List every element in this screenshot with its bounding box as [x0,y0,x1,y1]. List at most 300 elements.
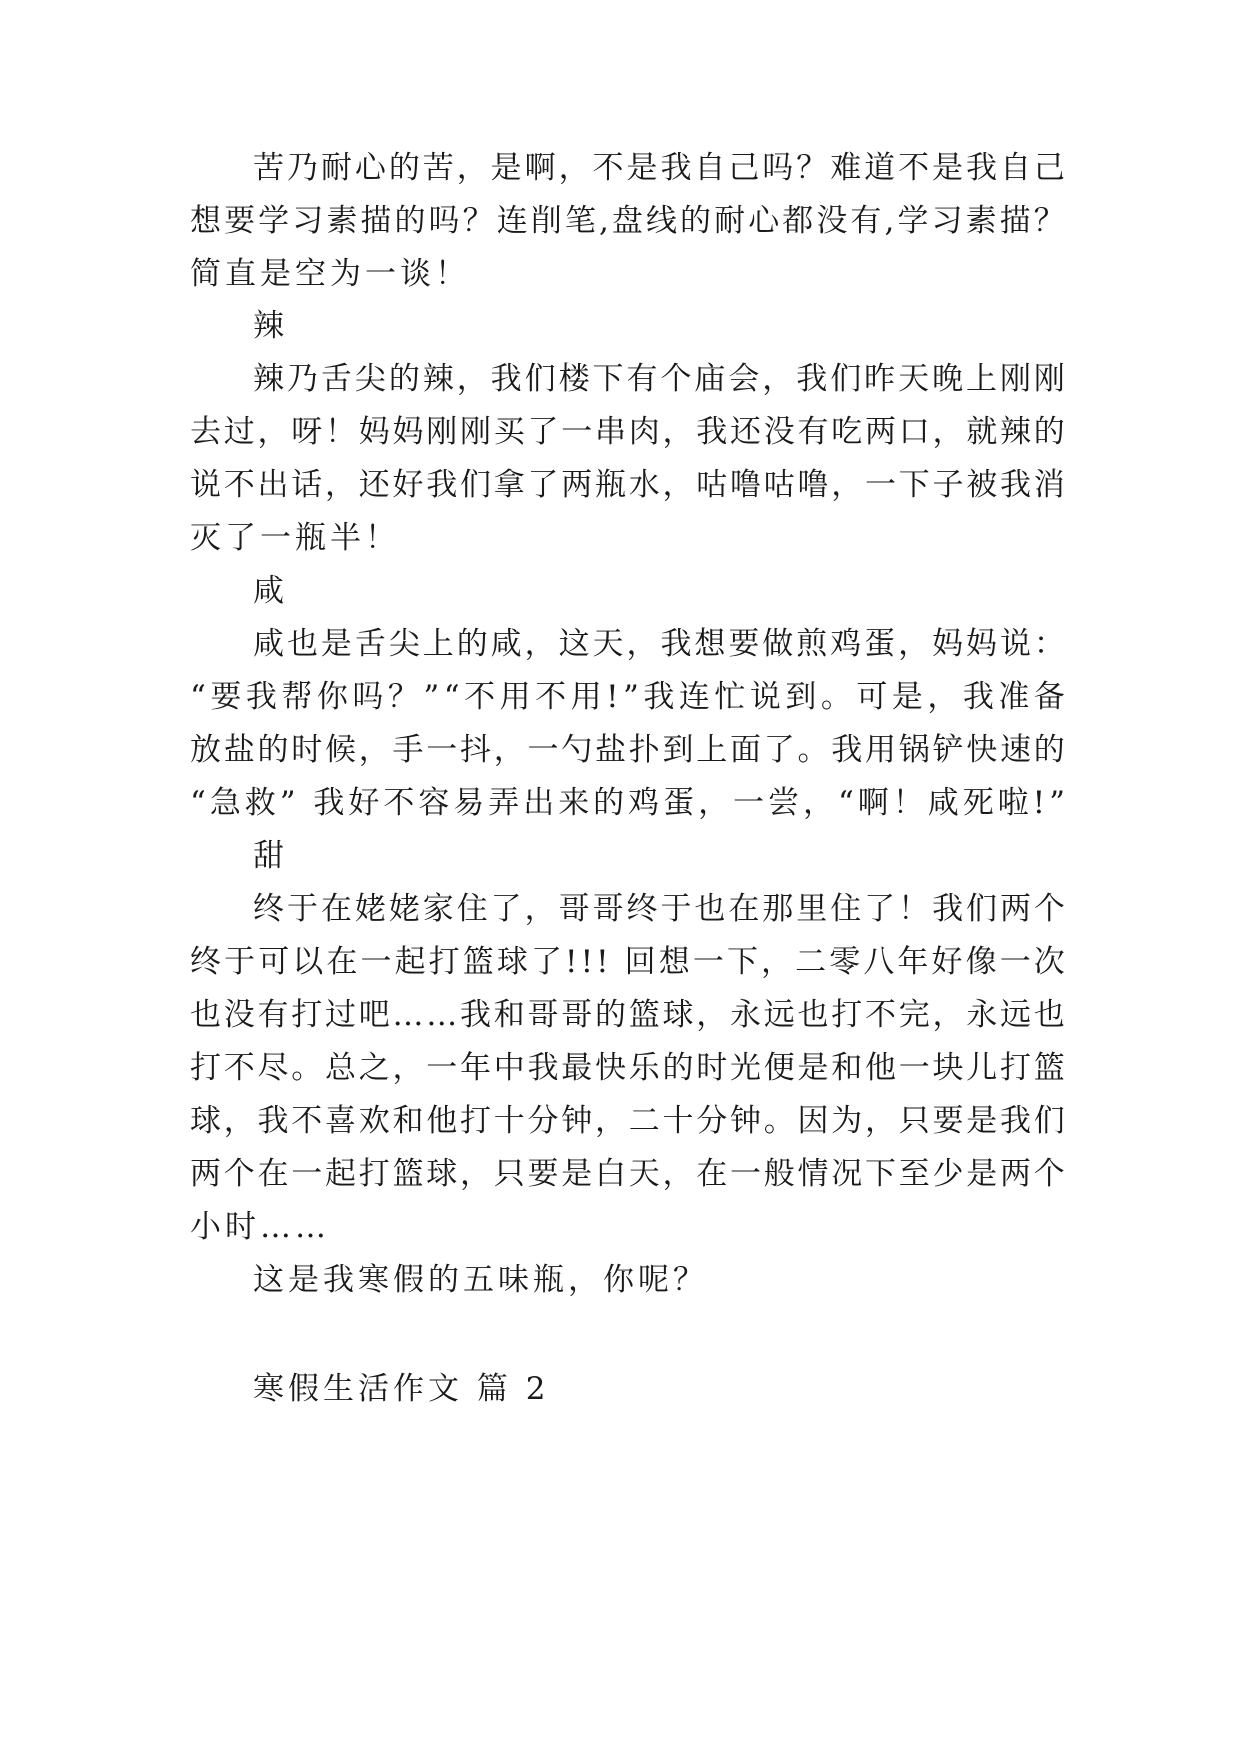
glyph: 篮 [462,944,494,980]
glyph: 被 [966,467,998,503]
glyph: 我 [527,1050,559,1086]
glyph: 十 [662,1103,694,1139]
glyph [612,942,622,982]
glyph: 我 [1000,467,1031,503]
glyph: 。 [291,1050,323,1086]
glyph: ， [662,414,694,450]
glyph: 咸 [490,626,522,662]
glyph: ! [580,944,594,980]
glyph: ， [662,1156,694,1192]
glyph: “ [190,785,206,821]
glyph: 个 [223,1156,255,1192]
glyph: 两 [561,467,593,503]
glyph: 分 [527,1103,559,1139]
glyph: 瓶 [595,467,626,503]
glyph: 锅 [898,732,930,768]
glyph: 了 [527,467,559,503]
glyph: 心 [354,150,386,186]
glyph: 要 [728,626,760,662]
paragraph-line [253,148,1065,188]
glyph: 于 [286,891,318,927]
glyph: 一 [898,1050,930,1086]
glyph: 哥 [558,891,590,927]
glyph: 次 [1033,944,1065,980]
glyph: 庙 [694,361,726,397]
glyph: 不 [464,679,496,715]
glyph: 放 [190,732,221,768]
glyph: ！ [892,785,924,821]
glyph: 啊 [857,785,889,821]
glyph: 也 [286,626,318,662]
paragraph-line [253,359,1065,399]
glyph: 急 [209,785,241,821]
glyph: 盐 [595,732,626,768]
glyph: 我 [696,414,728,450]
glyph: 也 [797,997,829,1033]
glyph: 我 [460,997,491,1033]
glyph: 是 [626,150,658,186]
glyph: 我 [245,679,277,715]
glyph: 天 [898,361,930,397]
glyph: 要 [210,679,242,715]
glyph: ， [865,1103,896,1139]
glyph: 尝 [768,785,800,821]
glyph: 住 [456,891,488,927]
glyph: 抖 [460,732,491,768]
glyph: 不 [865,997,896,1033]
glyph: 口 [898,414,930,450]
glyph: 素 [326,203,358,239]
glyph: 里 [796,891,828,927]
paragraph-line [253,889,1065,929]
glyph: 楼 [558,361,590,397]
glyph: 钟 [730,1103,761,1139]
glyph: 尖 [354,361,386,397]
glyph: 打 [1000,1050,1031,1086]
paragraph-line [190,730,1065,770]
glyph: 起 [325,1156,356,1192]
glyph: 辣 [253,361,284,397]
glyph: 消 [1033,467,1065,503]
glyph: 我 [1000,1103,1031,1139]
glyph: 有 [257,997,289,1033]
glyph: 救 [244,785,276,821]
glyph: 我 [831,732,863,768]
glyph: 不 [223,1050,255,1086]
glyph: 扑 [628,732,660,768]
glyph: 准 [998,679,1030,715]
glyph: 想 [190,203,221,239]
glyph: 。 [797,732,829,768]
glyph: 上 [422,626,454,662]
glyph: 耐 [714,203,746,239]
glyph: 姥 [388,891,420,927]
glyph: 说 [749,679,781,715]
glyph: 串 [595,414,626,450]
glyph: 这 [558,626,590,662]
glyph: 是 [490,150,522,186]
glyph: 于 [660,891,692,927]
glyph: 说 [190,467,221,503]
glyph: 自 [694,150,726,186]
glyph: 球 [190,1103,221,1139]
glyph: 吃 [831,414,863,450]
glyph: 噜 [797,467,829,503]
glyph: 下 [726,944,758,980]
glyph: 年 [460,1050,491,1086]
glyph: 死 [962,785,994,821]
glyph: 我 [257,1103,289,1139]
glyph: 二 [628,1103,660,1139]
glyph: 有 [850,203,882,239]
glyph: ？ [796,150,828,186]
glyph: 回 [624,944,656,980]
glyph: 尽 [257,1050,289,1086]
glyph: 篮 [628,997,660,1033]
glyph: 在 [728,891,760,927]
glyph: 八 [863,944,895,980]
glyph: 吗 [352,679,384,715]
glyph: 的 [593,785,625,821]
glyph: 了 [490,891,522,927]
glyph: 十 [493,1103,525,1139]
glyph: 可 [258,944,290,980]
glyph: 也 [1033,997,1065,1033]
glyph: 他 [426,1103,458,1139]
glyph: ， [831,467,863,503]
glyph: 只 [898,1103,930,1139]
glyph: ， [558,150,590,186]
glyph: ! [565,944,578,980]
glyph: 描 [999,203,1031,239]
glyph: 一 [865,467,896,503]
glyph: 用 [499,679,531,715]
glyph: 一 [360,944,392,980]
glyph: 舌 [320,361,352,397]
glyph: 快 [595,1050,626,1086]
glyph: 己 [728,150,760,186]
glyph: 下 [592,361,624,397]
glyph: 易 [453,785,485,821]
glyph: 个 [660,361,692,397]
glyph: 有 [797,414,829,450]
glyph: 刚 [1033,361,1065,397]
paragraph-line [190,995,1065,1035]
glyph: 在 [326,944,358,980]
glyph: 弄 [488,785,520,821]
glyph: 刚 [999,361,1031,397]
paragraph-line [190,465,1065,505]
glyph: 起 [394,944,426,980]
glyph: 上 [966,361,998,397]
glyph: 打 [358,1156,390,1192]
glyph: 总 [325,1050,356,1086]
glyph: ， [456,361,488,397]
glyph: 的 [595,997,626,1033]
glyph: 咕 [763,467,795,503]
glyph: 是 [320,626,352,662]
glyph: 为 [831,1103,863,1139]
section-heading: 辣 [253,308,288,344]
glyph: 你 [316,679,348,715]
glyph: 快 [966,732,998,768]
glyph: 勺 [561,732,593,768]
glyph: 连 [496,203,528,239]
glyph: 连 [678,679,710,715]
glyph: 也 [694,891,726,927]
glyph: 的 [388,361,420,397]
glyph: 没 [223,997,255,1033]
glyph: 终 [626,891,658,927]
glyph: 尖 [388,626,420,662]
glyph: 话 [291,467,323,503]
glyph: 的 [388,150,420,186]
glyph: 因 [797,1103,829,1139]
section-heading: 咸 [253,573,288,609]
glyph: 吧 [358,997,390,1033]
glyph: 在 [257,1156,289,1192]
glyph: ， [932,414,964,450]
glyph: 笔 [564,203,596,239]
glyph: 住 [830,891,862,927]
glyph: 的 [394,203,426,239]
glyph: 用 [865,732,896,768]
glyph: 打 [190,1050,221,1086]
glyph: 的 [680,203,712,239]
glyph: 做 [762,626,794,662]
glyph: 我 [426,467,458,503]
glyph: 盐 [223,732,255,768]
glyph: 要 [224,203,256,239]
glyph: 我 [490,361,522,397]
glyph: 刚 [426,414,458,450]
glyph: 想 [694,626,726,662]
glyph: 那 [762,891,794,927]
glyph: 和 [493,997,525,1033]
glyph: 们 [460,467,491,503]
glyph: ” [623,679,639,715]
glyph: 们 [524,361,556,397]
glyph: 不 [291,1103,323,1139]
glyph: 都 [782,203,814,239]
glyph: 苦 [253,150,284,186]
glyph: 篮 [1033,1050,1065,1086]
glyph: ， [698,785,730,821]
glyph: 般 [763,1156,795,1192]
glyph: 备 [1033,679,1065,715]
glyph: 欢 [358,1103,390,1139]
glyph [300,783,310,823]
glyph: 的 [257,732,289,768]
glyph: 我 [313,785,345,821]
glyph: 的 [456,626,488,662]
glyph: 一 [999,944,1031,980]
glyph: 来 [558,785,590,821]
glyph: ， [802,785,834,821]
paragraph-line: 简直是空为一谈！ [190,256,470,292]
glyph: 是 [932,150,964,186]
glyph: ？ [387,679,419,715]
glyph: 没 [763,414,795,450]
glyph: 分 [696,1103,728,1139]
glyph: ， [696,997,728,1033]
paragraph-line [190,1101,1065,1141]
glyph: , [598,203,609,239]
glyph: 一 [426,1050,458,1086]
glyph: 可 [856,679,888,715]
glyph: 习 [931,203,963,239]
glyph: 哥 [592,891,624,927]
glyph: 辣 [422,361,454,397]
glyph: 己 [1033,150,1065,186]
glyph: 一 [733,785,765,821]
paragraph-line [190,1154,1065,1194]
glyph: 就 [966,414,998,450]
glyph: ， [524,626,556,662]
glyph: 吗 [762,150,794,186]
glyph: 永 [966,997,998,1033]
glyph: ？ [1033,203,1065,239]
glyph: 喜 [325,1103,356,1139]
glyph: 在 [696,1156,728,1192]
glyph: 鸡 [628,785,660,821]
glyph: 啊 [524,150,556,186]
glyph: 终 [253,891,284,927]
glyph: 和 [392,1103,424,1139]
glyph: 球 [426,1156,458,1192]
glyph: 打 [831,997,863,1033]
glyph: 要 [932,1103,964,1139]
glyph: 会 [728,361,760,397]
glyph: 打 [291,997,323,1033]
glyph: 要 [527,1156,559,1192]
glyph: 之 [358,1050,390,1086]
glyph: 一 [426,732,458,768]
glyph: 是 [561,1156,593,1192]
glyph: 时 [696,1050,728,1086]
glyph: ， [524,891,556,927]
glyph: ！ [898,891,930,927]
glyph: , [884,203,895,239]
glyph: 中 [493,1050,525,1086]
glyph: 昨 [864,361,896,397]
glyph: 线 [645,203,677,239]
glyph: 啦 [997,785,1029,821]
glyph: 天 [592,626,624,662]
glyph: 情 [797,1156,829,1192]
glyph: 哥 [561,997,593,1033]
glyph: 手 [392,732,424,768]
glyph: 乃 [286,150,318,186]
glyph: 儿 [966,1050,998,1086]
glyph: 咸 [927,785,959,821]
glyph: 是 [797,1050,829,1086]
glyph: 上 [696,732,728,768]
glyph: 终 [190,944,221,980]
glyph: 到 [662,732,694,768]
glyph: 肉 [628,414,660,450]
glyph: 出 [523,785,555,821]
glyph: 。 [820,679,852,715]
glyph: 妈 [392,414,424,450]
glyph: 过 [325,997,356,1033]
paragraph-line: 灭了一瓶半！ [190,520,400,556]
glyph: 乐 [628,1050,660,1086]
glyph: 块 [932,1050,964,1086]
glyph: 的 [1033,414,1065,450]
glyph: 说 [999,626,1031,662]
glyph: 盘 [611,203,643,239]
glyph: 个 [1033,891,1065,927]
glyph: 到 [785,679,817,715]
glyph: 也 [190,997,221,1033]
glyph: 难 [830,150,862,186]
glyph: 水 [628,467,660,503]
glyph: “ [443,679,460,715]
glyph: 忙 [714,679,746,715]
glyph: ， [595,1103,626,1139]
glyph: 习 [292,203,324,239]
glyph: ， [223,1103,255,1139]
glyph: 还 [358,467,390,503]
glyph: 舌 [354,626,386,662]
glyph: 一 [527,732,559,768]
glyph: 面 [730,732,761,768]
glyph: 噜 [730,467,761,503]
glyph: 在 [320,891,352,927]
glyph: 速 [1000,732,1031,768]
glyph: 白 [595,1156,626,1192]
glyph: … [426,997,458,1033]
glyph: 一 [730,1156,761,1192]
glyph: 和 [831,1050,863,1086]
glyph: 光 [730,1050,761,1086]
glyph: 蛋 [663,785,695,821]
glyph: 是 [966,1103,998,1139]
glyph: 铲 [932,732,964,768]
glyph: 只 [493,1156,525,1192]
glyph: 出 [257,467,289,503]
glyph: 妈 [966,626,998,662]
glyph: 哥 [527,997,559,1033]
glyph: ， [662,467,694,503]
glyph: 下 [898,467,930,503]
glyph: 没 [816,203,848,239]
glyph: ， [761,944,793,980]
glyph: 素 [965,203,997,239]
paragraph-line [190,412,1065,452]
glyph: 辣 [1000,414,1031,450]
glyph: ， [493,732,525,768]
glyph: 二 [795,944,827,980]
glyph: 远 [1000,997,1031,1033]
glyph: 妈 [932,626,964,662]
glyph: ! [596,944,609,980]
glyph: ， [358,732,390,768]
glyph: 自 [999,150,1031,186]
glyph: 候 [325,732,356,768]
glyph: 我 [962,679,994,715]
glyph: 还 [730,414,761,450]
glyph: 一 [692,944,724,980]
glyph: 不 [592,150,624,186]
glyph: 了 [763,732,795,768]
glyph: 拿 [493,467,525,503]
glyph: 好 [348,785,380,821]
glyph: 两 [190,1156,221,1192]
glyph: 不 [383,785,415,821]
glyph: 。 [763,1103,795,1139]
